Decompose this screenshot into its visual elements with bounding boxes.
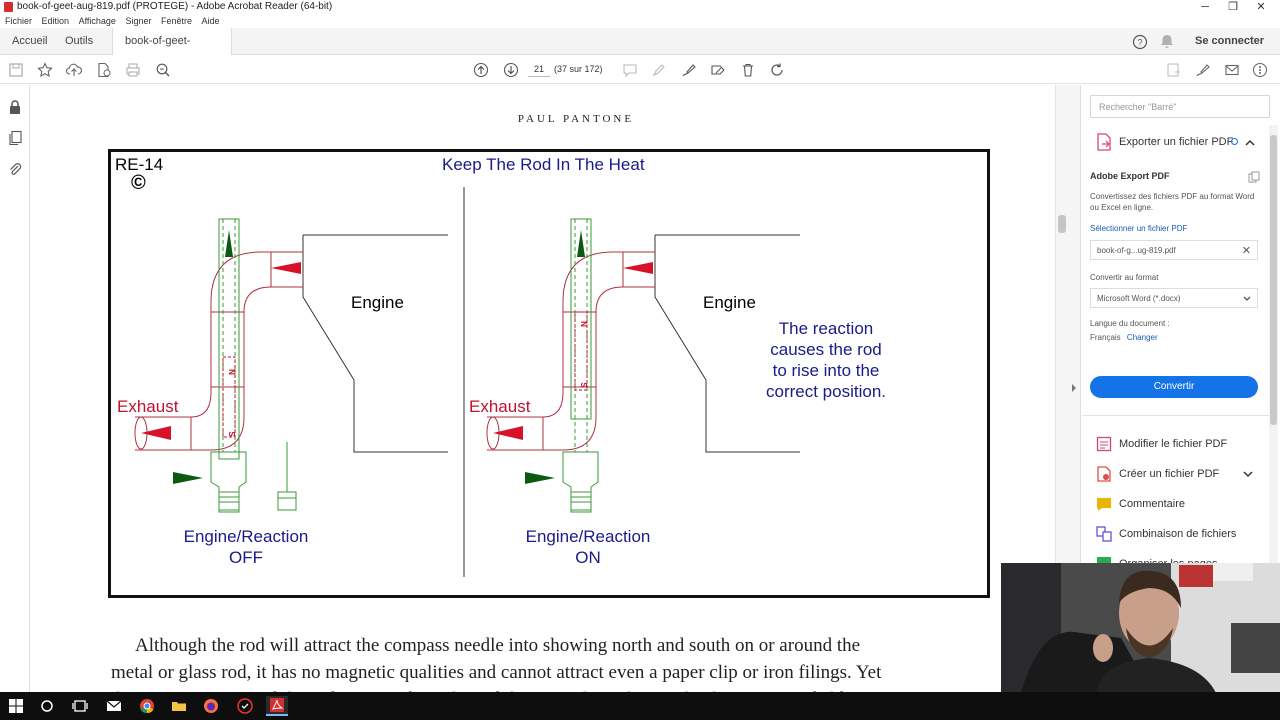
menu-sign[interactable]: Signer xyxy=(125,16,152,26)
bookmark-star-icon[interactable] xyxy=(35,60,55,80)
attachment-paperclip-icon[interactable] xyxy=(7,161,23,177)
tab-bar xyxy=(0,28,1280,55)
firefox-browser-icon[interactable] xyxy=(201,696,221,716)
diagram-drawing xyxy=(111,152,987,595)
create-pdf-icon xyxy=(1096,466,1112,482)
tool-comment-label: Commentaire xyxy=(1119,498,1186,510)
pages-thumbnails-icon[interactable] xyxy=(7,130,23,146)
tool-edit-pdf-label: Modifier le fichier PDF xyxy=(1119,438,1228,450)
combine-files-icon xyxy=(1096,526,1112,542)
magnet-n-label-left: N xyxy=(227,369,236,375)
clear-file-icon[interactable]: ✕ xyxy=(1241,245,1251,257)
document-viewer xyxy=(31,85,1055,692)
acrobat-reader-taskbar-icon[interactable] xyxy=(266,696,288,716)
diagram-figure xyxy=(108,149,990,598)
webcam-video-overlay xyxy=(1001,563,1280,693)
right-panel-scrollbar-thumb[interactable] xyxy=(1270,135,1277,425)
tool-create-pdf-label: Créer un fichier PDF xyxy=(1119,468,1220,480)
reaction-note-line2: causes the rod xyxy=(770,340,882,359)
save-icon[interactable] xyxy=(6,60,26,80)
chevron-down-icon xyxy=(1243,471,1253,479)
tools-search-input[interactable]: Rechercher "Barré" xyxy=(1090,95,1270,118)
body-paragraph-line1: Although the rod will attract the compass needle into showing north and south on or around the xyxy=(135,635,861,656)
copyright-symbol: © xyxy=(131,172,146,194)
comment-icon[interactable] xyxy=(620,60,640,80)
title-bar xyxy=(0,0,1280,14)
flow-arrow-right-exhaust xyxy=(493,426,523,440)
export-service-title: Adobe Export PDF xyxy=(1090,171,1170,181)
menu-file[interactable]: Fichier xyxy=(5,16,33,26)
expand-right-arrow-icon xyxy=(1070,383,1078,393)
acrobat-logo-icon xyxy=(4,2,13,12)
flow-arrow-left-exhaust xyxy=(141,426,171,440)
magnet-s-label-left: S xyxy=(227,431,236,437)
zoom-search-icon[interactable] xyxy=(153,60,173,80)
flow-arrow-left-engine xyxy=(271,262,301,274)
convert-format-label: Convertir au format xyxy=(1090,273,1159,282)
language-value: Français xyxy=(1090,333,1121,342)
export-pdf-header[interactable] xyxy=(1082,129,1272,155)
caption-left-line2: OFF xyxy=(229,548,263,567)
menu-window[interactable]: Fenêtre xyxy=(161,16,193,26)
tool-edit-pdf[interactable] xyxy=(1096,435,1276,457)
minimize-button[interactable]: ─ xyxy=(1201,1,1209,13)
upload-cloud-icon[interactable] xyxy=(64,60,84,80)
print-icon[interactable] xyxy=(123,60,143,80)
selected-file-field[interactable] xyxy=(1090,240,1258,260)
select-pdf-link[interactable]: Sélectionner un fichier PDF xyxy=(1090,224,1188,233)
close-window-button[interactable]: ✕ xyxy=(1256,1,1266,13)
green-arrow-right xyxy=(525,472,555,484)
green-arrow-left xyxy=(173,472,203,484)
highlight-pen-icon[interactable] xyxy=(649,60,669,80)
windows-taskbar xyxy=(0,692,1280,720)
comment-tool-icon xyxy=(1096,496,1112,512)
reaction-note-line3: to rise into the xyxy=(772,361,880,380)
flow-arrow-right-engine xyxy=(623,262,653,274)
chevron-up-icon xyxy=(1245,138,1255,146)
document-scrollbar-thumb[interactable] xyxy=(1058,215,1066,233)
screen-recorder-icon[interactable] xyxy=(235,696,255,716)
mail-app-icon[interactable] xyxy=(104,696,124,716)
delete-trash-icon[interactable] xyxy=(738,60,758,80)
menu-help[interactable]: Aide xyxy=(201,16,220,26)
sign-pen-icon[interactable] xyxy=(679,60,699,80)
panel-divider xyxy=(1082,415,1272,416)
maximize-button[interactable]: ❐ xyxy=(1228,1,1238,13)
rotate-icon[interactable] xyxy=(767,60,787,80)
menu-edit[interactable]: Edition xyxy=(41,16,70,26)
document-language-label: Langue du document : xyxy=(1090,319,1170,328)
menu-view[interactable]: Affichage xyxy=(78,16,116,26)
next-page-icon[interactable] xyxy=(501,60,521,80)
export-pdf-icon xyxy=(1096,133,1112,151)
reaction-note-line4: correct position. xyxy=(766,382,886,401)
main-toolbar xyxy=(0,55,1280,84)
tool-combine-files[interactable] xyxy=(1096,525,1276,547)
export-pdf-icon[interactable] xyxy=(1164,60,1184,80)
document-language-value xyxy=(1090,333,1158,342)
tool-combine-files-label: Combinaison de fichiers xyxy=(1119,528,1237,540)
engine-outline-right xyxy=(655,235,800,452)
magnet-n-label-right: N xyxy=(579,321,588,327)
body-paragraph-line2: metal or glass rod, it has no magnetic qualities and cannot attract even a paper clip or iron filings. Yet xyxy=(111,662,882,683)
window-title: book-of-geet-aug-819.pdf (PROTEGE) - Adobe Acrobat Reader (64-bit) xyxy=(17,1,333,12)
menu-bar xyxy=(0,14,1280,28)
tab-home[interactable]: Accueil xyxy=(12,35,48,47)
left-navigation-rail xyxy=(0,85,30,692)
page-number-input[interactable]: 21 xyxy=(528,62,550,77)
lock-icon[interactable] xyxy=(7,99,23,115)
edit-tag-icon[interactable] xyxy=(708,60,728,80)
previous-page-icon[interactable] xyxy=(471,60,491,80)
format-select-value: Microsoft Word (*.docx) xyxy=(1097,294,1181,303)
copy-icon[interactable] xyxy=(1248,171,1260,183)
caption-right-line2: ON xyxy=(575,548,601,567)
reaction-note-line1: The reaction xyxy=(778,319,874,338)
chevron-down-icon xyxy=(1243,296,1251,302)
engine-label-right: Engine xyxy=(703,293,756,312)
page-count: (37 sur 172) xyxy=(554,64,603,74)
page-header-author: PAUL PANTONE xyxy=(517,113,635,125)
tab-document-label: book-of-geet- xyxy=(125,35,191,47)
fill-sign-icon[interactable] xyxy=(1193,60,1213,80)
format-select[interactable] xyxy=(1090,288,1258,308)
export-service-description: Convertissez des fichiers PDF au format Word ou Excel en ligne. xyxy=(1090,192,1255,212)
caption-right-line1: Engine/Reaction xyxy=(525,527,651,546)
tab-tools[interactable]: Outils xyxy=(65,35,94,47)
selected-file-name: book-of-g...ug-819.pdf xyxy=(1097,246,1176,255)
engine-label-left: Engine xyxy=(351,293,404,312)
tool-organize-pages[interactable] xyxy=(1096,555,1276,563)
more-options-icon[interactable] xyxy=(1250,60,1270,80)
tab-document[interactable] xyxy=(112,28,232,55)
document-share-icon[interactable] xyxy=(94,60,114,80)
rod-left xyxy=(211,219,296,512)
chrome-browser-icon[interactable] xyxy=(137,696,157,716)
rod-right xyxy=(563,219,598,512)
figure-title: Keep The Rod In The Heat xyxy=(442,155,645,174)
north-arrow-left xyxy=(225,230,233,257)
task-view-icon[interactable] xyxy=(70,696,90,716)
caption-left-line1: Engine/Reaction xyxy=(183,527,309,546)
info-dot-icon xyxy=(1231,138,1238,145)
engine-outline-left xyxy=(303,235,448,452)
file-explorer-icon[interactable] xyxy=(169,696,189,716)
email-icon[interactable] xyxy=(1222,60,1242,80)
exhaust-label-left: Exhaust xyxy=(117,397,179,416)
tool-create-pdf[interactable] xyxy=(1096,465,1276,487)
notifications-bell-icon[interactable] xyxy=(1160,28,1174,55)
windows-start-icon[interactable] xyxy=(6,696,26,716)
export-pdf-title: Exporter un fichier PDF xyxy=(1119,136,1234,148)
north-arrow-right xyxy=(577,230,585,257)
webcam-person-image xyxy=(1001,563,1280,693)
change-language-link[interactable]: Changer xyxy=(1126,333,1158,342)
figure-code: RE-14 xyxy=(115,155,164,174)
help-icon[interactable] xyxy=(1132,28,1148,55)
svg-text:?: ? xyxy=(1137,37,1143,48)
sign-in-link[interactable]: Se connecter xyxy=(1195,35,1265,47)
search-icon[interactable] xyxy=(37,696,57,716)
edit-pdf-icon xyxy=(1096,436,1112,452)
exhaust-label-right: Exhaust xyxy=(469,397,531,416)
convert-button[interactable]: Convertir xyxy=(1090,376,1258,398)
tool-comment[interactable] xyxy=(1096,495,1276,517)
magnet-s-label-right: S xyxy=(579,382,588,388)
